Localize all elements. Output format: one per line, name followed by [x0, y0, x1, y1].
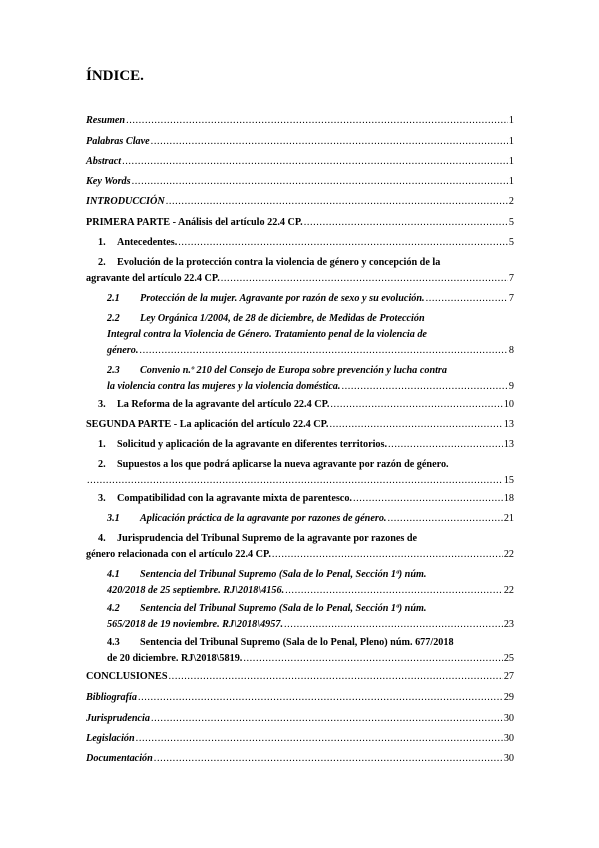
toc-page: 22 [503, 549, 514, 560]
toc-entry-introduccion[interactable] [86, 194, 514, 210]
toc-entry-2-1[interactable] [107, 291, 514, 307]
toc-label: Supuestos a los que podrá aplicarse la nueva agravante por razón de género. [117, 459, 449, 470]
toc-label-line2: agravante del artículo 22.4 CP. [86, 273, 220, 284]
dot-leader [132, 174, 508, 190]
dot-leader [87, 473, 503, 489]
toc-label: Abstract [86, 156, 122, 167]
toc-entry-conclusiones[interactable] [86, 669, 514, 685]
toc-page: 22 [503, 585, 514, 596]
dot-leader [388, 437, 503, 453]
toc-number: 4.3 [107, 637, 120, 648]
toc-label: Resumen [86, 115, 126, 126]
toc-label-line2: 565/2018 de 19 noviembre. RJ\2018\4957. [107, 619, 284, 630]
toc-entry-4-3[interactable] [107, 635, 514, 667]
toc-entry-palabras-clave[interactable] [86, 134, 514, 150]
toc-label: Legislación [86, 733, 135, 744]
toc-entry-supuestos[interactable] [86, 457, 514, 489]
toc-label: Aplicación práctica de la agravante por razones de género. [140, 513, 387, 524]
dot-leader [151, 134, 508, 150]
toc-entry-documentacion[interactable] [86, 751, 514, 767]
toc-entry-abstract[interactable] [86, 154, 514, 170]
toc-label-line1: Sentencia del Tribunal Supremo (Sala de lo Penal, Sección 1ª) núm. [140, 603, 427, 614]
toc-page: 10 [503, 399, 514, 410]
toc-entry-4-2[interactable] [107, 601, 514, 633]
toc-entry-4-1[interactable] [107, 567, 514, 599]
dot-leader [329, 417, 502, 433]
toc-label: CONCLUSIONES [86, 671, 168, 682]
dot-leader [122, 154, 508, 170]
dot-leader [243, 651, 502, 667]
toc-page: 1 [508, 136, 514, 147]
toc-label-line2: Integral contra la Violencia de Género. Tratamiento penal de la violencia de [107, 329, 427, 340]
toc-page: 30 [503, 713, 514, 724]
toc-entry-legislacion[interactable] [86, 731, 514, 747]
toc-page: 5 [508, 237, 514, 248]
toc-entry-jurisprudencia[interactable] [86, 711, 514, 727]
toc-number: 3. [98, 493, 106, 504]
dot-leader [169, 669, 503, 685]
dot-leader [330, 397, 502, 413]
dot-leader [353, 491, 503, 507]
toc-label-line3: género. [107, 345, 139, 356]
toc-label: Compatibilidad con la agravante mixta de parentesco. [117, 493, 352, 504]
dot-leader [221, 271, 508, 287]
dot-leader [126, 113, 508, 129]
toc-page: 8 [508, 345, 514, 356]
toc-label: La Reforma de la agravante del artículo 22.4 CP. [117, 399, 330, 410]
toc-entry-antecedentes[interactable] [98, 235, 514, 251]
toc-page: 9 [508, 381, 514, 392]
toc-page: 7 [508, 293, 514, 304]
toc-entry-2-3[interactable] [107, 363, 514, 395]
toc-label-line2: la violencia contra las mujeres y la violencia doméstica. [107, 381, 341, 392]
toc-label-line1: Sentencia del Tribunal Supremo (Sala de lo Penal, Pleno) núm. 677/2018 [140, 637, 454, 648]
dot-leader [304, 215, 508, 231]
page-title: ÍNDICE. [86, 68, 144, 84]
toc-label: Documentación [86, 753, 153, 764]
dot-leader [166, 194, 508, 210]
toc-label-line2: género relacionada con el artículo 22.4 CP. [86, 549, 271, 560]
toc-number: 2.2 [107, 313, 120, 324]
dot-leader [178, 235, 508, 251]
toc-label: INTRODUCCIÓN [86, 196, 165, 207]
toc-page: 25 [503, 653, 514, 664]
toc-page: 13 [503, 419, 514, 430]
toc-number: 2. [98, 257, 106, 268]
toc-entry-solicitud[interactable] [98, 437, 514, 453]
toc-number: 2. [98, 459, 106, 470]
toc-page: 7 [508, 273, 514, 284]
dot-leader [154, 751, 503, 767]
toc-number: 3.1 [107, 513, 120, 524]
toc-label-line2: de 20 diciembre. RJ\2018\5819. [107, 653, 243, 664]
toc-entry-reforma[interactable] [98, 397, 514, 413]
toc-page: 13 [503, 439, 514, 450]
toc-page: 1 [508, 115, 514, 126]
toc-label-line1: Sentencia del Tribunal Supremo (Sala de lo Penal, Sección 1ª) núm. [140, 569, 427, 580]
toc-label: SEGUNDA PARTE - La aplicación del artículo 22.4 CP. [86, 419, 329, 430]
toc-label-line1: Evolución de la protección contra la violencia de género y concepción de la [117, 257, 441, 268]
toc-entry-primera-parte[interactable] [86, 215, 514, 231]
toc-number: 4.2 [107, 603, 120, 614]
dot-leader [341, 379, 507, 395]
toc-page: 18 [503, 493, 514, 504]
toc-entry-jurisprudencia-ts[interactable] [86, 531, 514, 563]
toc-page: 1 [508, 156, 514, 167]
toc-label-line1: Ley Orgánica 1/2004, de 28 de diciembre, de Medidas de Protección [140, 313, 425, 324]
toc-entry-3-1[interactable] [107, 511, 514, 527]
toc-label: Key Words [86, 176, 131, 187]
toc-number: 2.3 [107, 365, 120, 376]
toc-number: 1. [98, 237, 106, 248]
dot-leader [426, 291, 508, 307]
toc-page: 2 [508, 196, 514, 207]
toc-entry-bibliografia[interactable] [86, 690, 514, 706]
toc-page: 27 [503, 671, 514, 682]
toc-label: Solicitud y aplicación de la agravante en diferentes territorios. [117, 439, 388, 450]
toc-entry-resumen[interactable] [86, 113, 514, 129]
toc-label-line1: Convenio n.º 210 del Consejo de Europa sobre prevención y lucha contra [140, 365, 447, 376]
toc-label: Palabras Clave [86, 136, 150, 147]
toc-label-line1: Jurisprudencia del Tribunal Supremo de la agravante por razones de [117, 533, 418, 544]
toc-number: 4.1 [107, 569, 120, 580]
toc-page: 30 [503, 733, 514, 744]
toc-entry-2-2[interactable] [107, 311, 514, 359]
toc-number: 2.1 [107, 293, 120, 304]
toc-page: 29 [503, 692, 514, 703]
toc-label-line2: 420/2018 de 25 septiembre. RJ\2018\4156. [107, 585, 285, 596]
dot-leader [387, 511, 502, 527]
toc-entry-evolucion[interactable] [86, 255, 514, 287]
toc-number: 1. [98, 439, 106, 450]
dot-leader [285, 583, 503, 599]
toc-number: 3. [98, 399, 106, 410]
toc-entry-key-words[interactable] [86, 174, 514, 190]
dot-leader [136, 731, 503, 747]
toc-page: 23 [503, 619, 514, 630]
toc-page: 5 [508, 217, 514, 228]
toc-label: Bibliografía [86, 692, 137, 703]
toc-label: Antecedentes. [117, 237, 178, 248]
toc-label: Jurisprudencia [86, 713, 150, 724]
toc-entry-compatibilidad[interactable] [98, 491, 514, 507]
toc-page: 15 [503, 475, 514, 486]
toc-label: PRIMERA PARTE - Análisis del artículo 22.4 CP. [86, 217, 303, 228]
toc-entry-segunda-parte[interactable] [86, 417, 514, 433]
toc-label: Protección de la mujer. Agravante por razón de sexo y su evolución. [140, 293, 425, 304]
dot-leader [272, 547, 503, 563]
toc-page: 21 [503, 513, 514, 524]
dot-leader [138, 690, 503, 706]
toc-page: 1 [508, 176, 514, 187]
toc-number: 4. [98, 533, 106, 544]
toc-page: 30 [503, 753, 514, 764]
dot-leader [151, 711, 503, 727]
dot-leader [284, 617, 503, 633]
dot-leader [139, 343, 507, 359]
